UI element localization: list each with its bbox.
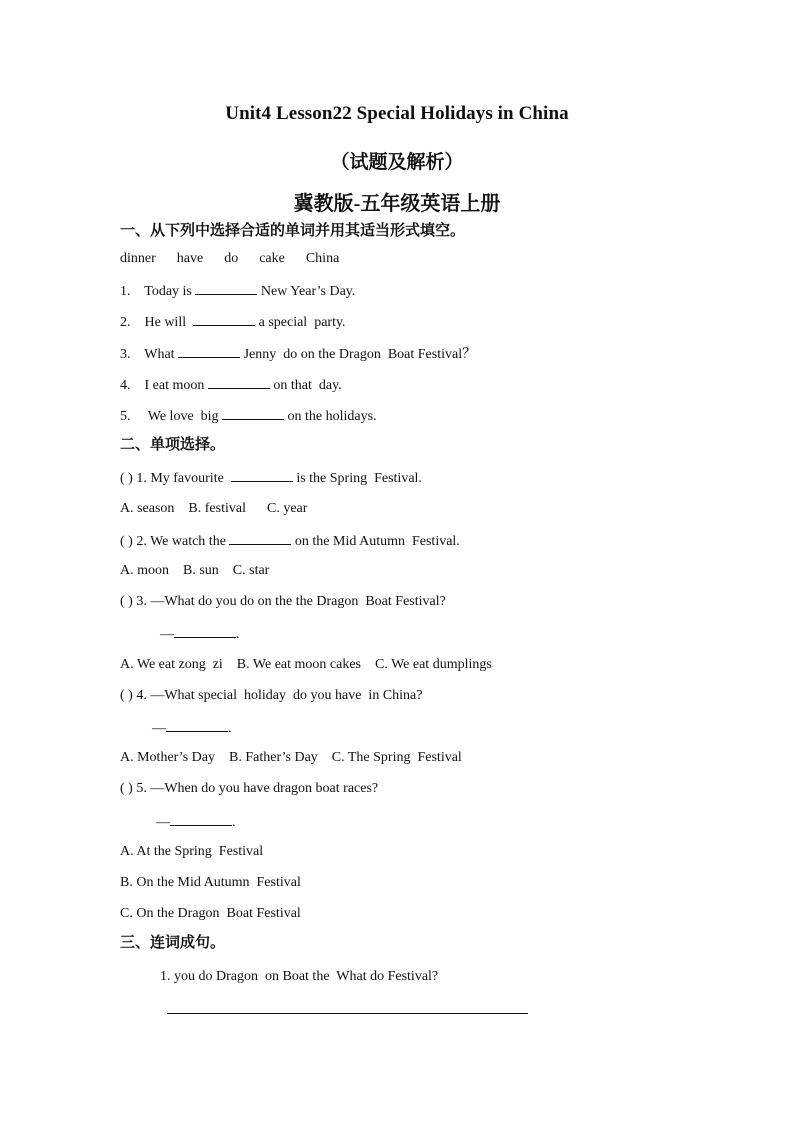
choice-reply-3: — . — [160, 624, 240, 644]
choice-options-3: A. We eat zong zi B. We eat moon cakes C. We eat dumplings — [120, 657, 492, 672]
choice-options-4: A. Mother’s Day B. Father’s Day C. The Spring Festival — [120, 750, 462, 765]
answer-blank[interactable] — [174, 624, 236, 638]
item-number: 5. — [120, 409, 131, 424]
publisher-title: 冀教版-五年级英语上册 — [293, 193, 501, 215]
choice-option-5a: A. At the Spring Festival — [120, 844, 264, 859]
choice-question-4: ( ) 4. —What special holiday do you have in China? — [120, 688, 423, 703]
document-title: Unit4 Lesson22 Special Holidays in China — [225, 103, 569, 124]
document-subtitle: （试题及解析） — [330, 152, 464, 173]
fill-item-5: 5. We love big on the holidays. — [120, 406, 377, 426]
choice-question-2: ( ) 2. We watch the on the Mid Autumn Festival. — [120, 531, 460, 551]
choice-option-5b: B. On the Mid Autumn Festival — [120, 875, 301, 890]
answer-blank[interactable] — [222, 406, 284, 420]
item-number: 3. — [120, 347, 131, 362]
answer-blank[interactable] — [166, 718, 228, 732]
choice-question-3: ( ) 3. —What do you do on the the Dragon Boat Festival? — [120, 594, 446, 609]
answer-blank[interactable] — [178, 344, 240, 358]
answer-blank[interactable] — [229, 531, 291, 545]
choice-reply-5: — . — [156, 812, 236, 832]
fill-item-2: 2. He will a special party. — [120, 312, 346, 332]
choice-question-5: ( ) 5. —When do you have dragon boat races? — [120, 781, 379, 796]
answer-line[interactable] — [167, 1013, 528, 1014]
fill-item-3: 3. What Jenny do on the Dragon Boat Festival？ — [120, 344, 476, 364]
item-number: 2. — [120, 315, 131, 330]
section3-heading: 三、连词成句。 — [120, 935, 226, 951]
choice-options-1: A. season B. festival C. year — [120, 501, 308, 516]
section2-heading: 二、单项选择。 — [120, 437, 226, 453]
reorder-item-1: 1. you do Dragon on Boat the What do Festival? — [160, 969, 439, 984]
choice-options-2: A. moon B. sun C. star — [120, 563, 270, 578]
answer-blank[interactable] — [170, 812, 232, 826]
item-number: 1. — [120, 284, 131, 299]
word-bank: dinner have do cake China — [120, 251, 340, 266]
answer-blank[interactable] — [195, 281, 257, 295]
choice-reply-4: — . — [152, 718, 232, 738]
choice-question-1: ( ) 1. My favourite is the Spring Festival. — [120, 468, 422, 488]
item-number: 4. — [120, 378, 131, 393]
answer-blank[interactable] — [193, 312, 255, 326]
choice-option-5c: C. On the Dragon Boat Festival — [120, 906, 301, 921]
section1-heading: 一、从下列中选择合适的单词并用其适当形式填空。 — [120, 223, 466, 239]
answer-blank[interactable] — [208, 375, 270, 389]
answer-blank[interactable] — [231, 468, 293, 482]
fill-item-4: 4. I eat moon on that day. — [120, 375, 342, 395]
fill-item-1: 1. Today is New Year’s Day. — [120, 281, 355, 301]
